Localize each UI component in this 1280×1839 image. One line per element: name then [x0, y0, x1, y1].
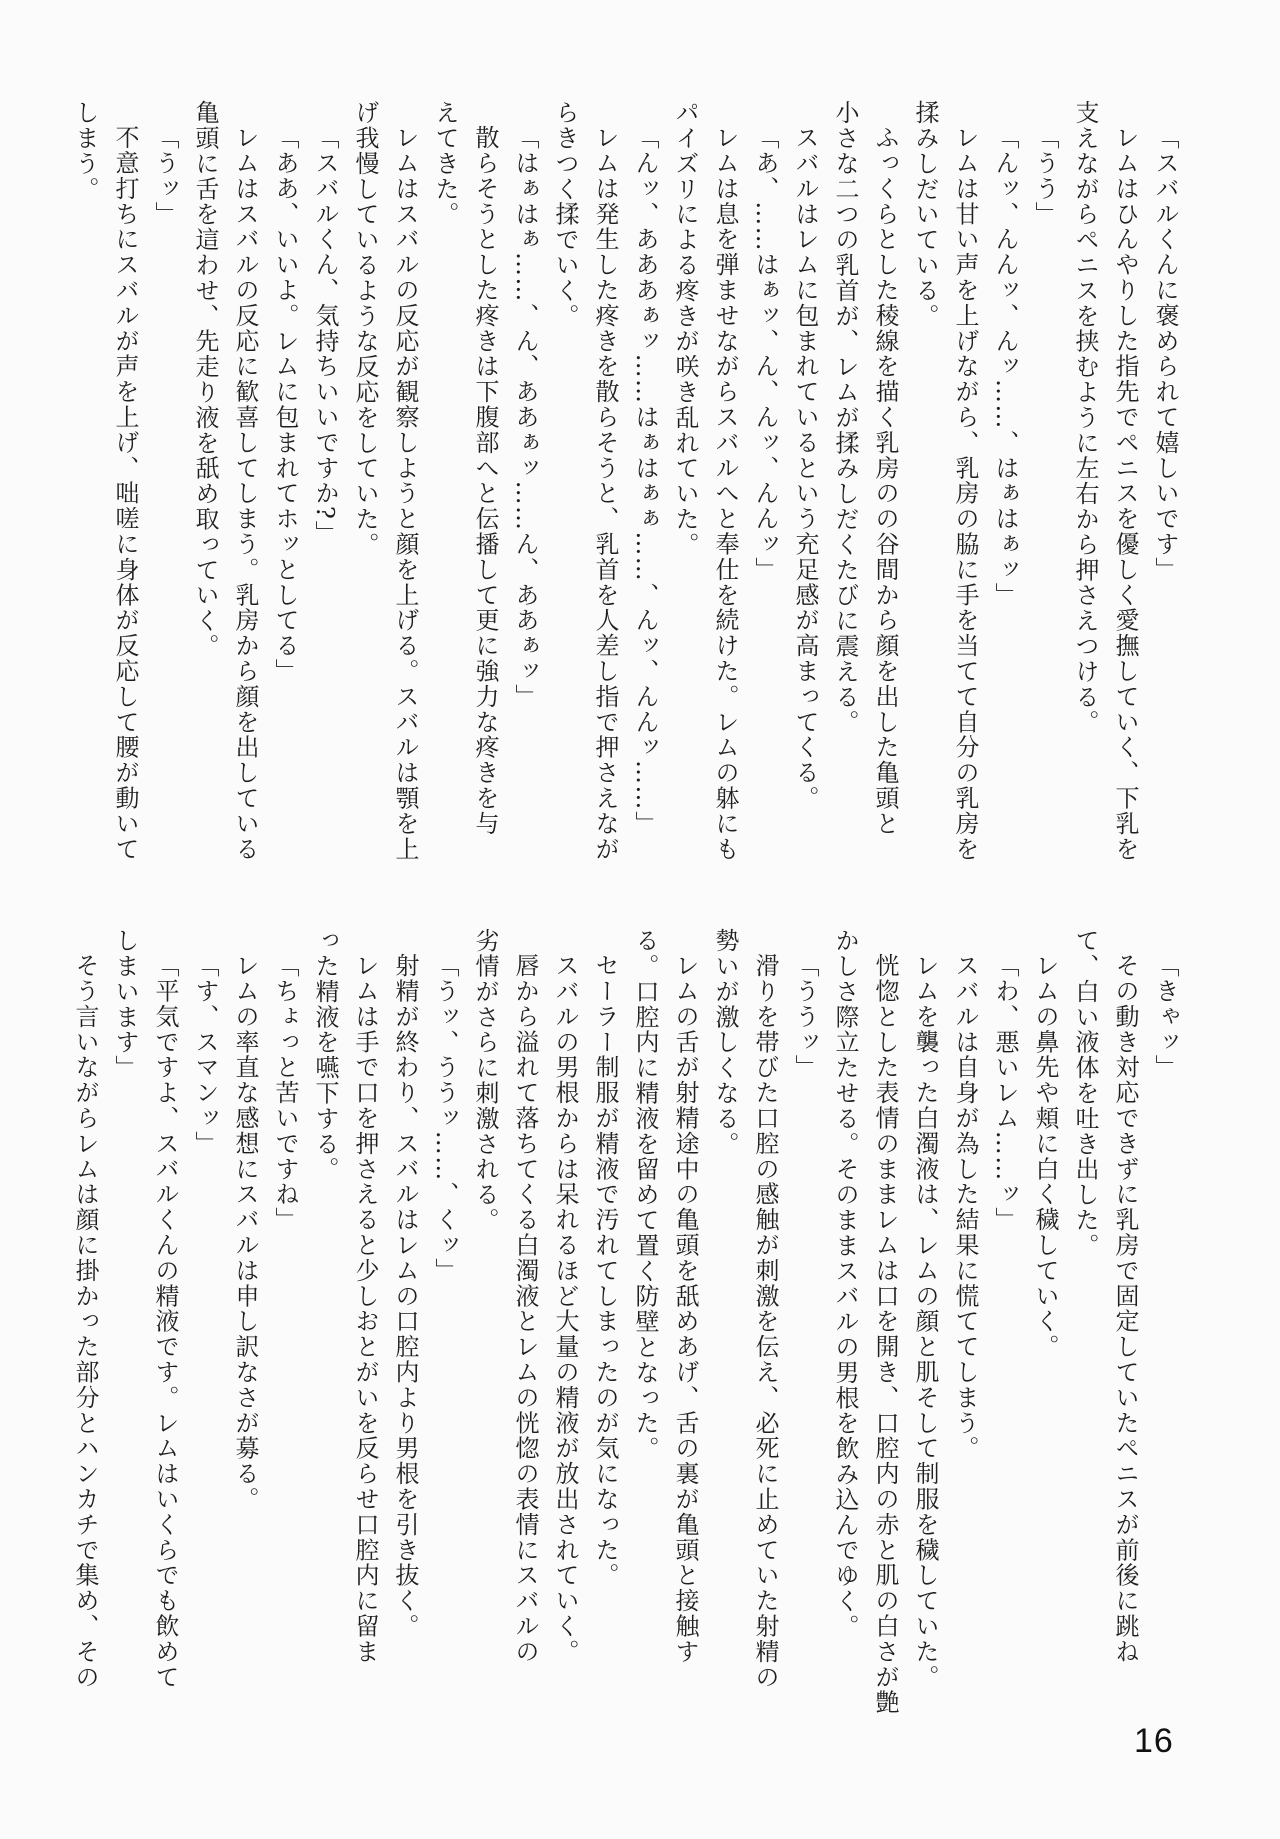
text-line: 小さな二つの乳首が、レムが揉みしだくたびに震える。: [831, 100, 859, 735]
text-line: 「うッ、ううッ……、くッ」: [431, 953, 459, 1284]
text-line: げ我慢しているような反応をしていた。: [351, 100, 379, 558]
text-line: て、白い液体を吐き出した。: [1071, 928, 1099, 1259]
text-line: かしさ際立たせる。そのままスバルの男根を飲み込んでゆく。: [831, 928, 859, 1640]
page-number: 16: [1134, 1722, 1174, 1760]
text-line: レムはスバルの反応に歓喜してしまう。乳房から顔を出している: [231, 125, 259, 862]
text-line: 勢いが激しくなる。: [711, 928, 739, 1157]
text-line: 「うッ」: [151, 125, 179, 227]
text-line: レムの鼻先や頬に白く穢していく。: [1031, 953, 1059, 1360]
text-line: 「はぁはぁ……、ん、ああぁッ……ん、ああぁッ」: [511, 125, 539, 710]
text-line: ふっくらとした稜線を描く乳房のの谷間から顔を出した亀頭と: [871, 125, 899, 837]
text-line: しまう。: [71, 100, 99, 202]
text-line: 「うう」: [1031, 125, 1059, 227]
text-line: パイズリによる疼きが咲き乱れていた。: [671, 100, 699, 558]
text-line: 「あ、……はぁッ、ん、んッ、んんッ」: [751, 125, 779, 583]
text-line: レムは手で口を押さえると少しおとがいを反らせ口腔内に留ま: [351, 953, 379, 1665]
text-line: レムはスバルの反応が観察しようと顔を上げる。スバルは顎を上: [391, 125, 419, 862]
text-line: 射精が終わり、スバルはレムの口腔内より男根を引き抜く。: [391, 953, 419, 1639]
text-line: レムを襲った白濁液は、レムの顔と肌そして制服を穢していた。: [911, 953, 939, 1690]
text-line: 「わ、悪いレム……ッ」: [991, 953, 1019, 1233]
text-line: 恍惚とした表情のままレムは口を開き、口腔内の赤と肌の白さが艶: [871, 953, 899, 1715]
text-line: レムは発生した疼きを散らそうと、乳首を人差し指で押さえなが: [591, 125, 619, 862]
text-line: レムの率直な感想にスバルは申し訳なさが募る。: [231, 953, 259, 1512]
text-line: 「す、スマンッ」: [191, 953, 219, 1157]
text-line: レムは息を弾ませながらスバルへと奉仕を続けた。レムの躰にも: [711, 125, 739, 862]
text-line: る。口腔内に精液を留めて置く防壁となった。: [631, 928, 659, 1462]
text-line: 滑りを帯びた口腔の感触が刺激を伝え、必死に止めていた射精の: [751, 953, 779, 1690]
text-line: った精液を嚥下する。: [311, 928, 339, 1182]
text-line: えてきた。: [431, 100, 459, 227]
text-line: レムはひんやりした指先でペニスを優しく愛撫していく、下乳を: [1111, 125, 1139, 862]
text-line: 支えながらペニスを挟むように左右から押さえつける。: [1071, 100, 1099, 735]
text-line: 唇から溢れて落ちてくる白濁液とレムの恍惚の表情にスバルの: [511, 953, 539, 1665]
text-line: 揉みしだいている。: [911, 100, 939, 329]
text-line: スバルはレムに包まれているという充足感が高まってくる。: [791, 125, 819, 811]
text-line: 「スバルくん、気持ちいいですか?」: [311, 125, 339, 546]
text-line: 散らそうとした疼きは下腹部へと伝播して更に強力な疼きを与: [471, 125, 499, 837]
text-line: レムの舌が射精途中の亀頭を舐めあげ、舌の裏が亀頭と接触す: [671, 953, 699, 1665]
text-row-lower: [65, 928, 1185, 1728]
text-line: 「平気ですよ、スバルくんの精液です。レムはいくらでも飲めて: [151, 953, 179, 1690]
text-line: 「ううッ」: [791, 953, 819, 1080]
text-line: 「スバルくんに褒められて嬉しいです」: [1151, 125, 1179, 583]
text-line: レムは甘い声を上げながら、乳房の脇に手を当てて自分の乳房を: [951, 125, 979, 862]
text-line: 「きゃッ」: [1151, 953, 1179, 1080]
text-line: 「ちょっと苦いですね」: [271, 953, 299, 1233]
text-line: 「んッ、んんッ、んッ……、はぁはぁッ」: [991, 125, 1019, 608]
text-line: 劣情がさらに刺激される。: [471, 928, 499, 1233]
text-line: セーラー制服が精液で汚れてしまったのが気になった。: [591, 953, 619, 1588]
text-line: 「んッ、あああぁッ……はぁはぁぁ……、んッ、んんッ……」: [631, 125, 659, 837]
text-line: スバルは自身が為した結果に慌ててしまう。: [951, 953, 979, 1461]
text-line: らきつく揉でいく。: [551, 100, 579, 329]
text-line: 亀頭に舌を這わせ、先走り液を舐め取っていく。: [191, 100, 219, 659]
text-line: しまいます」: [111, 928, 139, 1081]
text-line: 不意打ちにスバルが声を上げ、咄嗟に身体が反応して腰が動いて: [111, 125, 139, 862]
text-line: その動き対応できずに乳房で固定していたペニスが前後に跳ね: [1111, 953, 1139, 1665]
text-line: 「ああ、いいよ。レムに包まれてホッとしてる」: [271, 125, 299, 684]
text-row-upper: [65, 100, 1185, 910]
text-line: そう言いながらレムは顔に掛かった部分とハンカチで集め、その: [71, 953, 99, 1690]
text-line: スバルの男根からは呆れるほど大量の精液が放出されていく。: [551, 953, 579, 1665]
